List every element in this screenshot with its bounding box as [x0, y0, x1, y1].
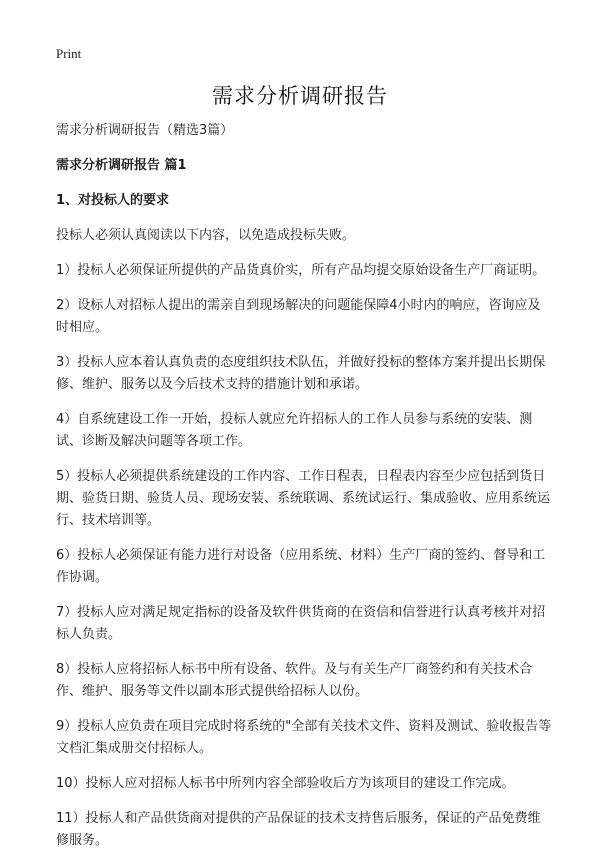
paragraph-10: 10）投标人应对招标人标书中所列内容全部验收后方为该项目的建设工作完成。	[56, 776, 515, 791]
print-link[interactable]: Print	[56, 46, 82, 61]
page-title: 需求分析调研报告	[212, 84, 388, 108]
paragraph-3: 3）投标人应本着认真负责的态度组织技术队伍，并做好投标的整体方案并提出长期保修、维护、服务以及今后技术支持的措施计划和承诺。	[56, 355, 546, 392]
paragraph-11: 11）投标人和产品供货商对提供的产品保证的技术支持售后服务，保证的产品免费维修服务。	[56, 811, 541, 848]
paragraph-4: 4）自系统建设工作一开始，投标人就应允许招标人的工作人员参与系统的安装、测试、诊断及解决问题等各项工作。	[56, 412, 533, 449]
paragraph-9: 9）投标人应负责在项目完成时将系统的"全部有关技术文件、资料及测试、验收报告等文档汇集成册交付招标人。	[56, 719, 552, 756]
document-body	[56, 120, 552, 865]
section-heading: 需求分析调研报告 篇1	[56, 158, 187, 173]
document-subtitle: 需求分析调研报告（精选3篇）	[56, 123, 234, 138]
paragraph-1: 1）投标人必须保证所提供的产品货真价实，所有产品均提交原始设备生产厂商证明。	[56, 263, 546, 278]
paragraph-5: 5）投标人必须提供系统建设的工作内容、工作日程表，日程表内容至少应包括到货日期、验货日期、验货人员、现场安装、系统联调、系统试运行、集成验收、应用系统运行、技术培训等。	[56, 469, 551, 528]
paragraph-8: 8）投标人应将招标人标书中所有设备、软件。及与有关生产厂商签约和有关技术合作、维护、服务等文件以副本形式提供给招标人以份。	[56, 662, 533, 699]
item-heading: 1、对投标人的要求	[56, 193, 170, 208]
paragraph-intro: 投标人必须认真阅读以下内容，以免造成投标失败。	[56, 228, 356, 243]
paragraph-7: 7）投标人应对满足规定指标的设备及软件供货商的在资信和信誉进行认真考核并对招标人负责。	[56, 605, 546, 642]
paragraph-6: 6）投标人必须保证有能力进行对设备（应用系统、材料）生产厂商的签约、督导和工作协调。	[56, 548, 546, 585]
paragraph-2: 2）设标人对招标人提出的需亲自到现场解决的问题能保障4小时内的响应，咨询应及时相应。	[56, 298, 541, 335]
